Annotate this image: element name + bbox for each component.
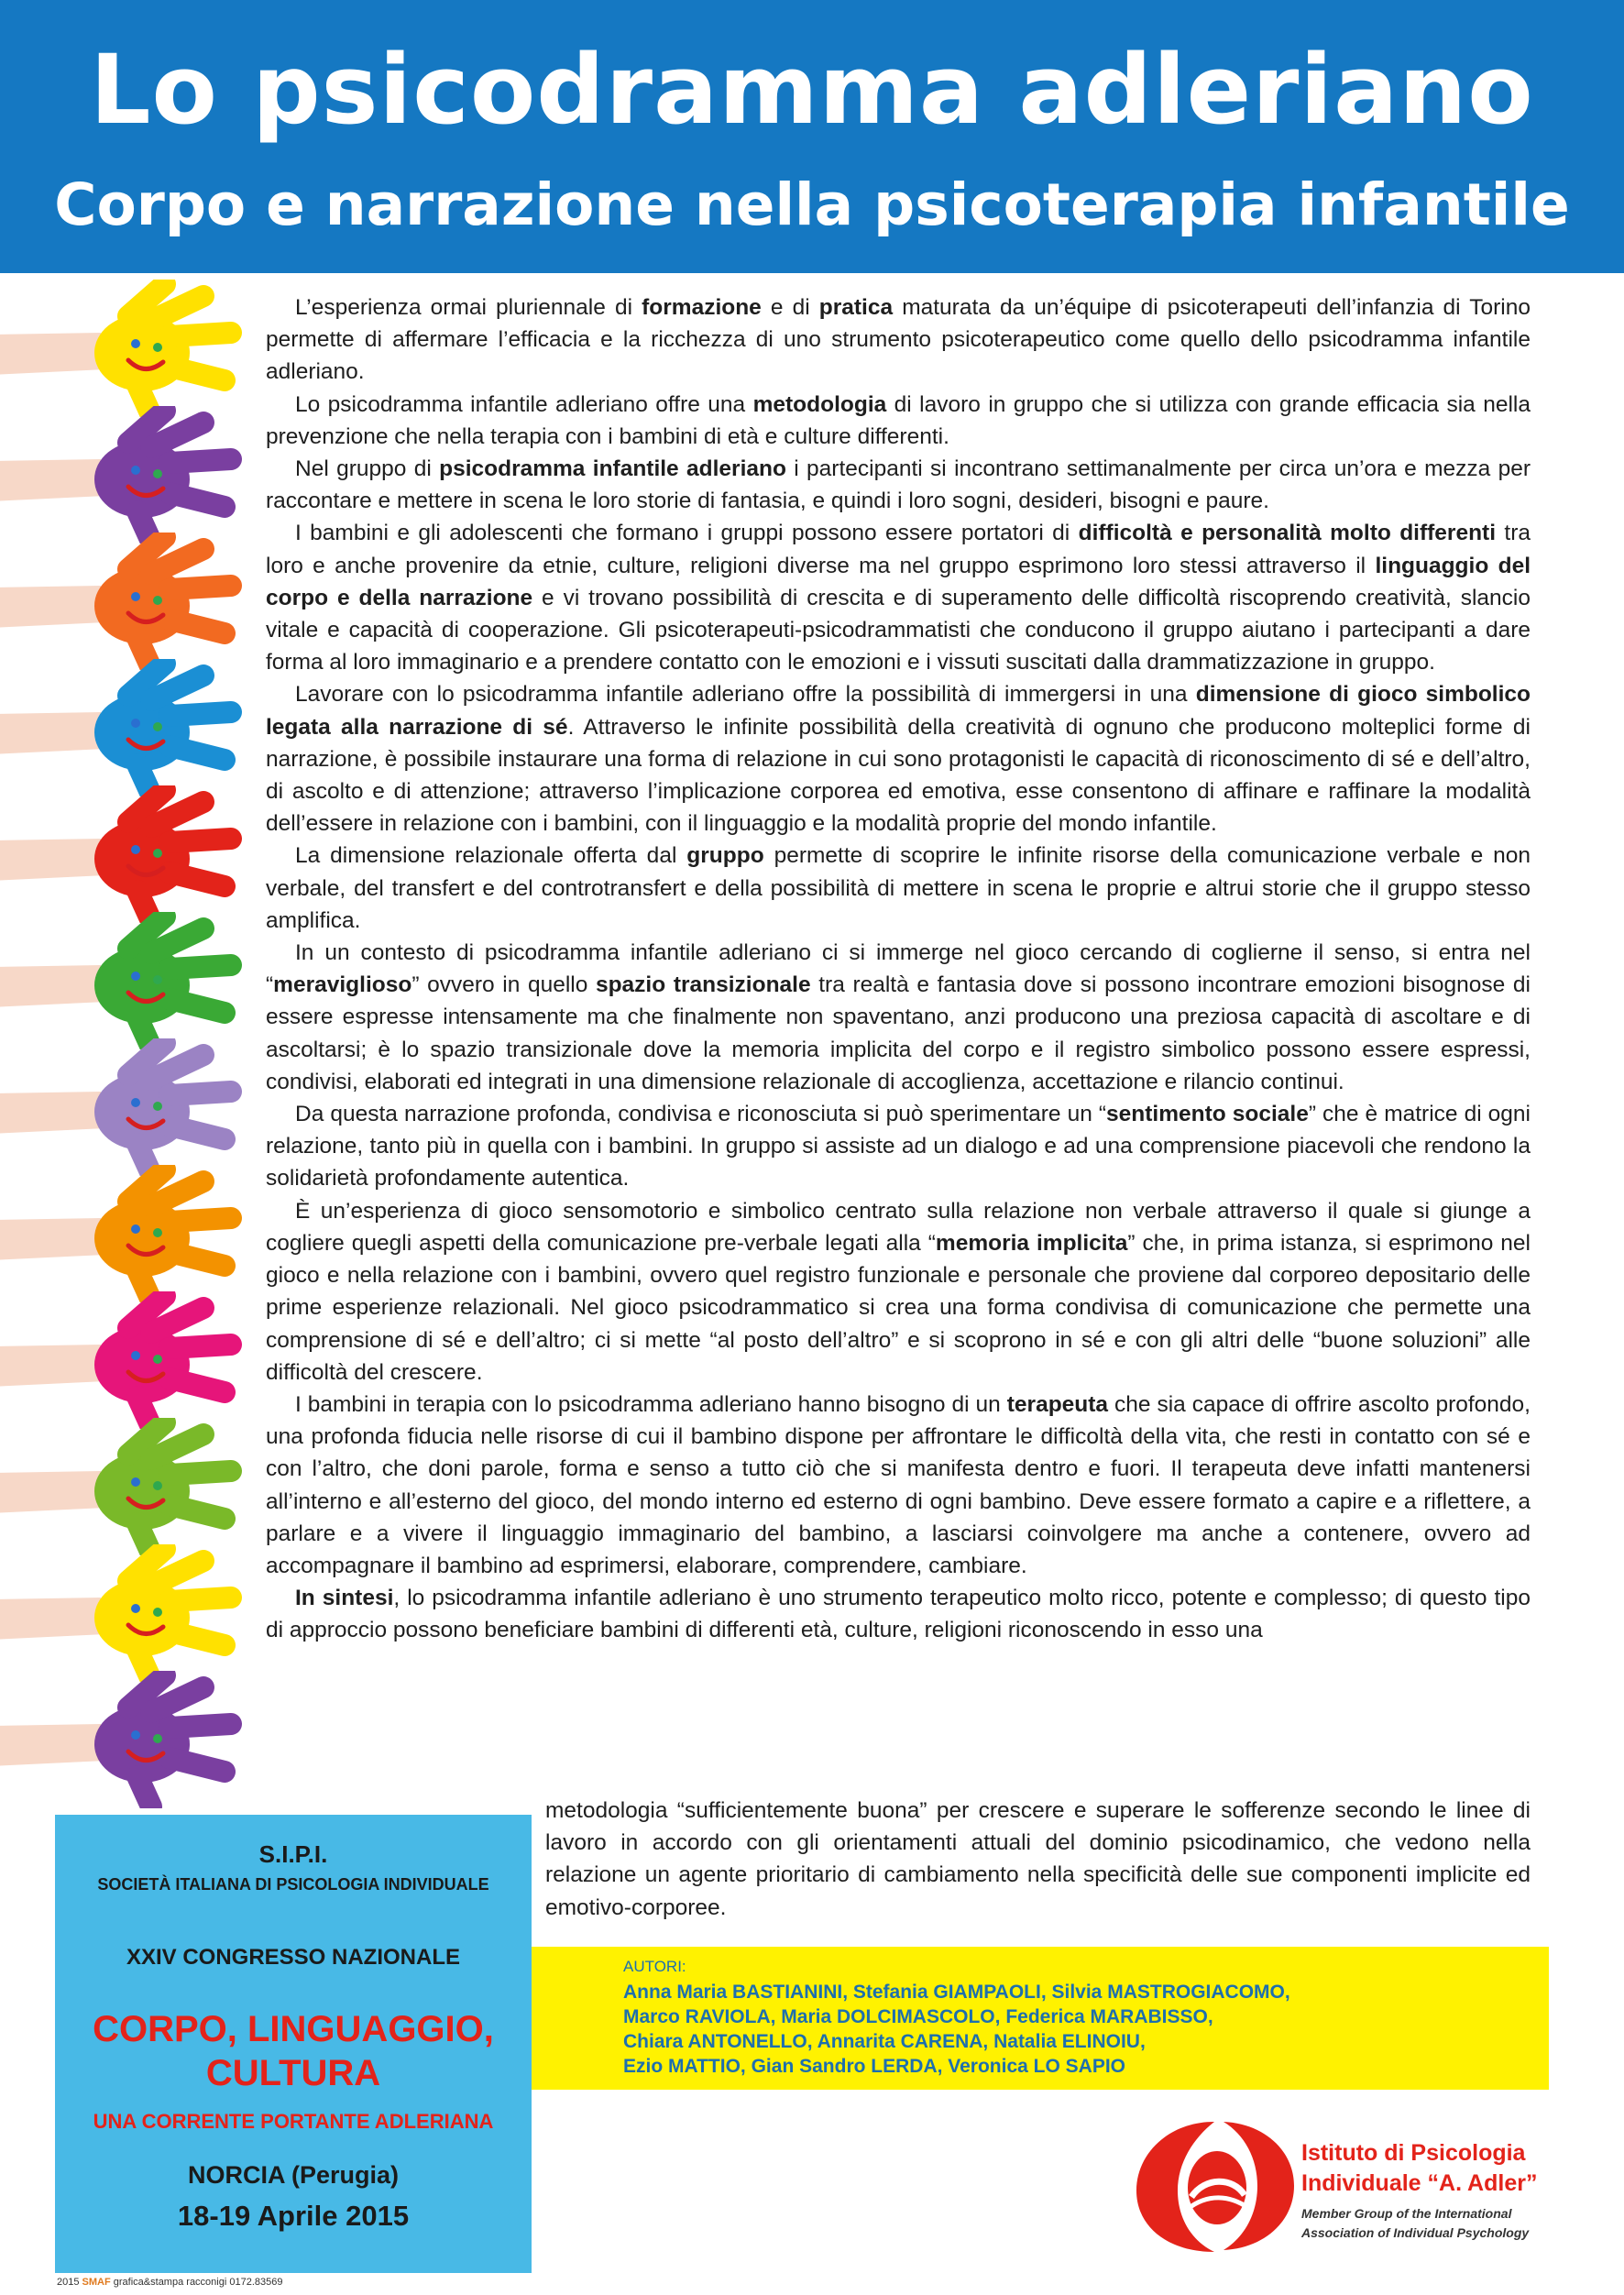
paragraph-11-continued	[545, 1795, 1531, 1924]
yellow-hand-icon	[0, 280, 247, 417]
paragraph-9: È un’esperienza di gioco sensomotorio e simbolico centrato sulla relazione non verbale attraverso il quale si giunge a cogliere quegli aspetti della comunicazione pre-verbale legati alla “memoria implicita” che, in prima istanza, si esprimono nel gioco e nella relazione con i bambini, ovvero quel registro funzionale e personale che proviene dal corporeo depositario delle prime esperienze relazionali. Nel gioco psicodrammatico si crea una forma condivisa di comunicazione che permette una comprensione di sé e dell’altro; ci si mette “al posto dell’altro” e si scoprono in sé e con gli altri delle “buone soluzioni” alle difficoltà del crescere.	[266, 1198, 1531, 1385]
red-hand-icon	[0, 785, 247, 923]
paragraph-11-cont-text: metodologia “sufficientemente buona” per crescere e superare le sofferenze secondo le linee di lavoro in accordo con gli orientamenti attuali del dominio psicodinamico, che vedono nella relazione un agente prioritario di cambiamento nella specificità delle sue componenti implicite ed emotivo-corporee.	[545, 1798, 1531, 1920]
congress-tagline: UNA CORRENTE PORTANTE ADLERIANA	[93, 2110, 494, 2133]
institute-member-line2: Association of Individual Psychology	[1301, 2225, 1530, 2240]
authors-line: Ezio MATTIO, Gian Sandro LERDA, Veronica LO SAPIO	[623, 2056, 1126, 2077]
congress-edition: XXIV CONGRESSO NAZIONALE	[126, 1945, 461, 1970]
printer-credit	[57, 2277, 282, 2288]
pink-hand-icon	[0, 1291, 247, 1429]
authors-box	[532, 1947, 1549, 2090]
page-title: Lo psicodramma adleriano	[90, 34, 1534, 146]
institute-member-line1: Member Group of the International	[1301, 2206, 1512, 2221]
paragraph-8: Da questa narrazione profonda, condivisa e riconosciuta si può sperimentare un “sentimento sociale” che è matrice di ogni relazione, tanto più in quella con i bambini. In gruppo si assiste ad un dialogo e ad una comprensione piacevoli che rendono la solidarietà profondamente autentica.	[266, 1102, 1531, 1191]
congress-dates: 18-19 Aprile 2015	[177, 2200, 410, 2232]
congress-info-box	[55, 1815, 532, 2273]
blue-hand-icon	[0, 659, 247, 796]
header-banner	[0, 0, 1624, 273]
orange-hand-icon	[0, 533, 247, 670]
yellow-hand-icon	[0, 1544, 247, 1682]
congress-place: NORCIA (Perugia)	[187, 2161, 399, 2189]
paragraph-4: I bambini e gli adolescenti che formano i gruppi possono essere portatori di difficoltà e personalità molto differenti tra loro e anche provenire da etnie, culture, religioni diverse ma nel gruppo esprimono loro stessi attraverso il linguaggio del corpo e della narrazione e vi trovano possibilità di crescita e di superamento delle difficoltà riscoprendo creatività, slancio vitale e capacità di cooperazione. Gli psicoterapeuti-psicodrammatisti che conducono il gruppo aiutano i partecipanti a dare forma al loro immaginario e a prendere contatto con le emozioni e i vissuti suscitati dalla drammatizzazione in gruppo.	[266, 521, 1531, 675]
credit-rest: grafica&stampa	[113, 2277, 184, 2288]
purple-hand-icon	[0, 1671, 247, 1808]
paragraph-11: In sintesi, lo psicodramma infantile adleriano è uno strumento terapeutico molto ricco, potente e complesso; di questo tipo di approccio possono beneficiare bambini di differenti età, culture, religioni riconoscendo in esso una	[266, 1586, 1531, 1643]
paragraph-5: Lavorare con lo psicodramma infantile adleriano offre la possibilità di immergersi in una dimensione di gioco simbolico legata alla narrazione di sé. Attraverso le infinite possibilità della creatività di ognuno che producono molteplici forme di narrazione, è possibile instaurare una forma di relazione in cui sono protagonisti le capacità di riconoscimento di sé e dell’altro, di ascolto e di attenzione; attraverso l’implicazione corporea ed emotiva, esse consentono di affinare e raffinare la modalità dell’essere in relazione con i bambini, con il linguaggio e la modalità proprie del mondo infantile.	[266, 682, 1531, 837]
paragraph-7: In un contesto di psicodramma infantile adleriano ci si immerge nel gioco cercando di coglierne il senso, si entra nel “meraviglioso” ovvero in quello spazio transizionale tra realtà e fantasia dove si possono incontrare emozioni bisognose di essere espresse intensamente ma che finalmente non spaventano, anzi producono una preziosa capacità di ascoltare e di ascoltarsi; è lo spazio transizionale dove la memoria implicita del corpo e il registro simbolico possono essere espressi, condivisi, elaborati ed integrati in una dimensione relazionale di accoglienza, accettazione e rilancio continui.	[266, 940, 1531, 1094]
page-subtitle: Corpo e narrazione nella psicoterapia infantile	[54, 171, 1570, 238]
paragraph-6: La dimensione relazionale offerta dal gruppo permette di scoprire le infinite risorse della comunicazione verbale e non verbale, del transfert e del controtransfert e della possibilità di mettere in scena le proprie e altrui storie che il gruppo stesso amplifica.	[266, 843, 1531, 933]
authors-line: Marco RAVIOLA, Maria DOLCIMASCOLO, Federica MARABISSO,	[623, 2006, 1213, 2027]
green-hand-icon	[0, 1418, 247, 1555]
purple-hand-icon	[0, 406, 247, 544]
paragraph-10: I bambini in terapia con lo psicodramma adleriano hanno bisogno di un terapeuta che sia capace di offrire ascolto profondo, una profonda fiducia nelle risorse di cui il bambino dispone per affrontare le difficoltà della vita, che resti in contatto con sé e con l’altro, che doni parole, forma e senso a tutto ciò che si manifesta dentro e fuori. Il terapeuta deve infatti mantenersi all’interno e all’esterno del gioco, del mondo interno ed esterno di ogni bambino. Deve essere formato a capire e a riflettere, a parlare e a vivere il linguaggio immaginario del bambino, a lasciarsi coinvolgere ma anche a contenere, ovvero ad accompagnare il bambino ad esprimersi, elaborare, comprendere, cambiare.	[266, 1391, 1531, 1578]
authors-line: Anna Maria BASTIANINI, Stefania GIAMPAOLI, Silvia MASTROGIACOMO,	[623, 1982, 1290, 2003]
adler-institute-logo-icon	[1127, 2113, 1301, 2259]
orange-hand-icon	[0, 1165, 247, 1302]
authors-line: Chiara ANTONELLO, Annarita CARENA, Natalia ELINOIU,	[623, 2031, 1146, 2052]
congress-theme-line2: CULTURA	[205, 2053, 381, 2093]
paragraph-3: Nel gruppo di psicodramma infantile adleriano i partecipanti si incontrano settimanalmente per circa un’ora e mezza per raccontare e mettere in scena le loro storie di fantasia, e quindi i loro sogni, desideri, bisogni e paure.	[266, 456, 1531, 514]
paragraph-1: L’esperienza ormai pluriennale di formazione e di pratica maturata da un’équipe di psicoterapeuti dell’infanzia di Torino permette di affermare l’efficacia e la ricchezza di uno strumento psicoterapeutico come quello dello psicodramma infantile adleriano.	[266, 295, 1531, 385]
lavender-hand-icon	[0, 1038, 247, 1176]
green-hand-icon	[0, 912, 247, 1049]
institute-name-line1: Istituto di Psicologia	[1301, 2140, 1526, 2166]
congress-theme-line1: CORPO, LINGUAGGIO,	[93, 2009, 494, 2049]
credit-year: 2015	[57, 2277, 80, 2288]
authors-label: AUTORI:	[623, 1958, 686, 1975]
article-body	[266, 291, 1531, 1647]
org-name: SOCIETÀ ITALIANA DI PSICOLOGIA INDIVIDUALE	[97, 1875, 489, 1894]
paragraph-2: Lo psicodramma infantile adleriano offre una metodologia di lavoro in gruppo che si utilizza con grande efficacia sia nella prevenzione che nella terapia con i bambini di età e culture differenti.	[266, 391, 1531, 449]
credit-brand: SMAF	[82, 2277, 111, 2288]
org-acronym: S.I.P.I.	[258, 1840, 328, 1868]
credit-city: racconigi 0172.83569	[186, 2277, 283, 2288]
hands-column	[0, 280, 266, 1810]
institute-name-line2: Individuale “A. Adler”	[1301, 2170, 1538, 2196]
